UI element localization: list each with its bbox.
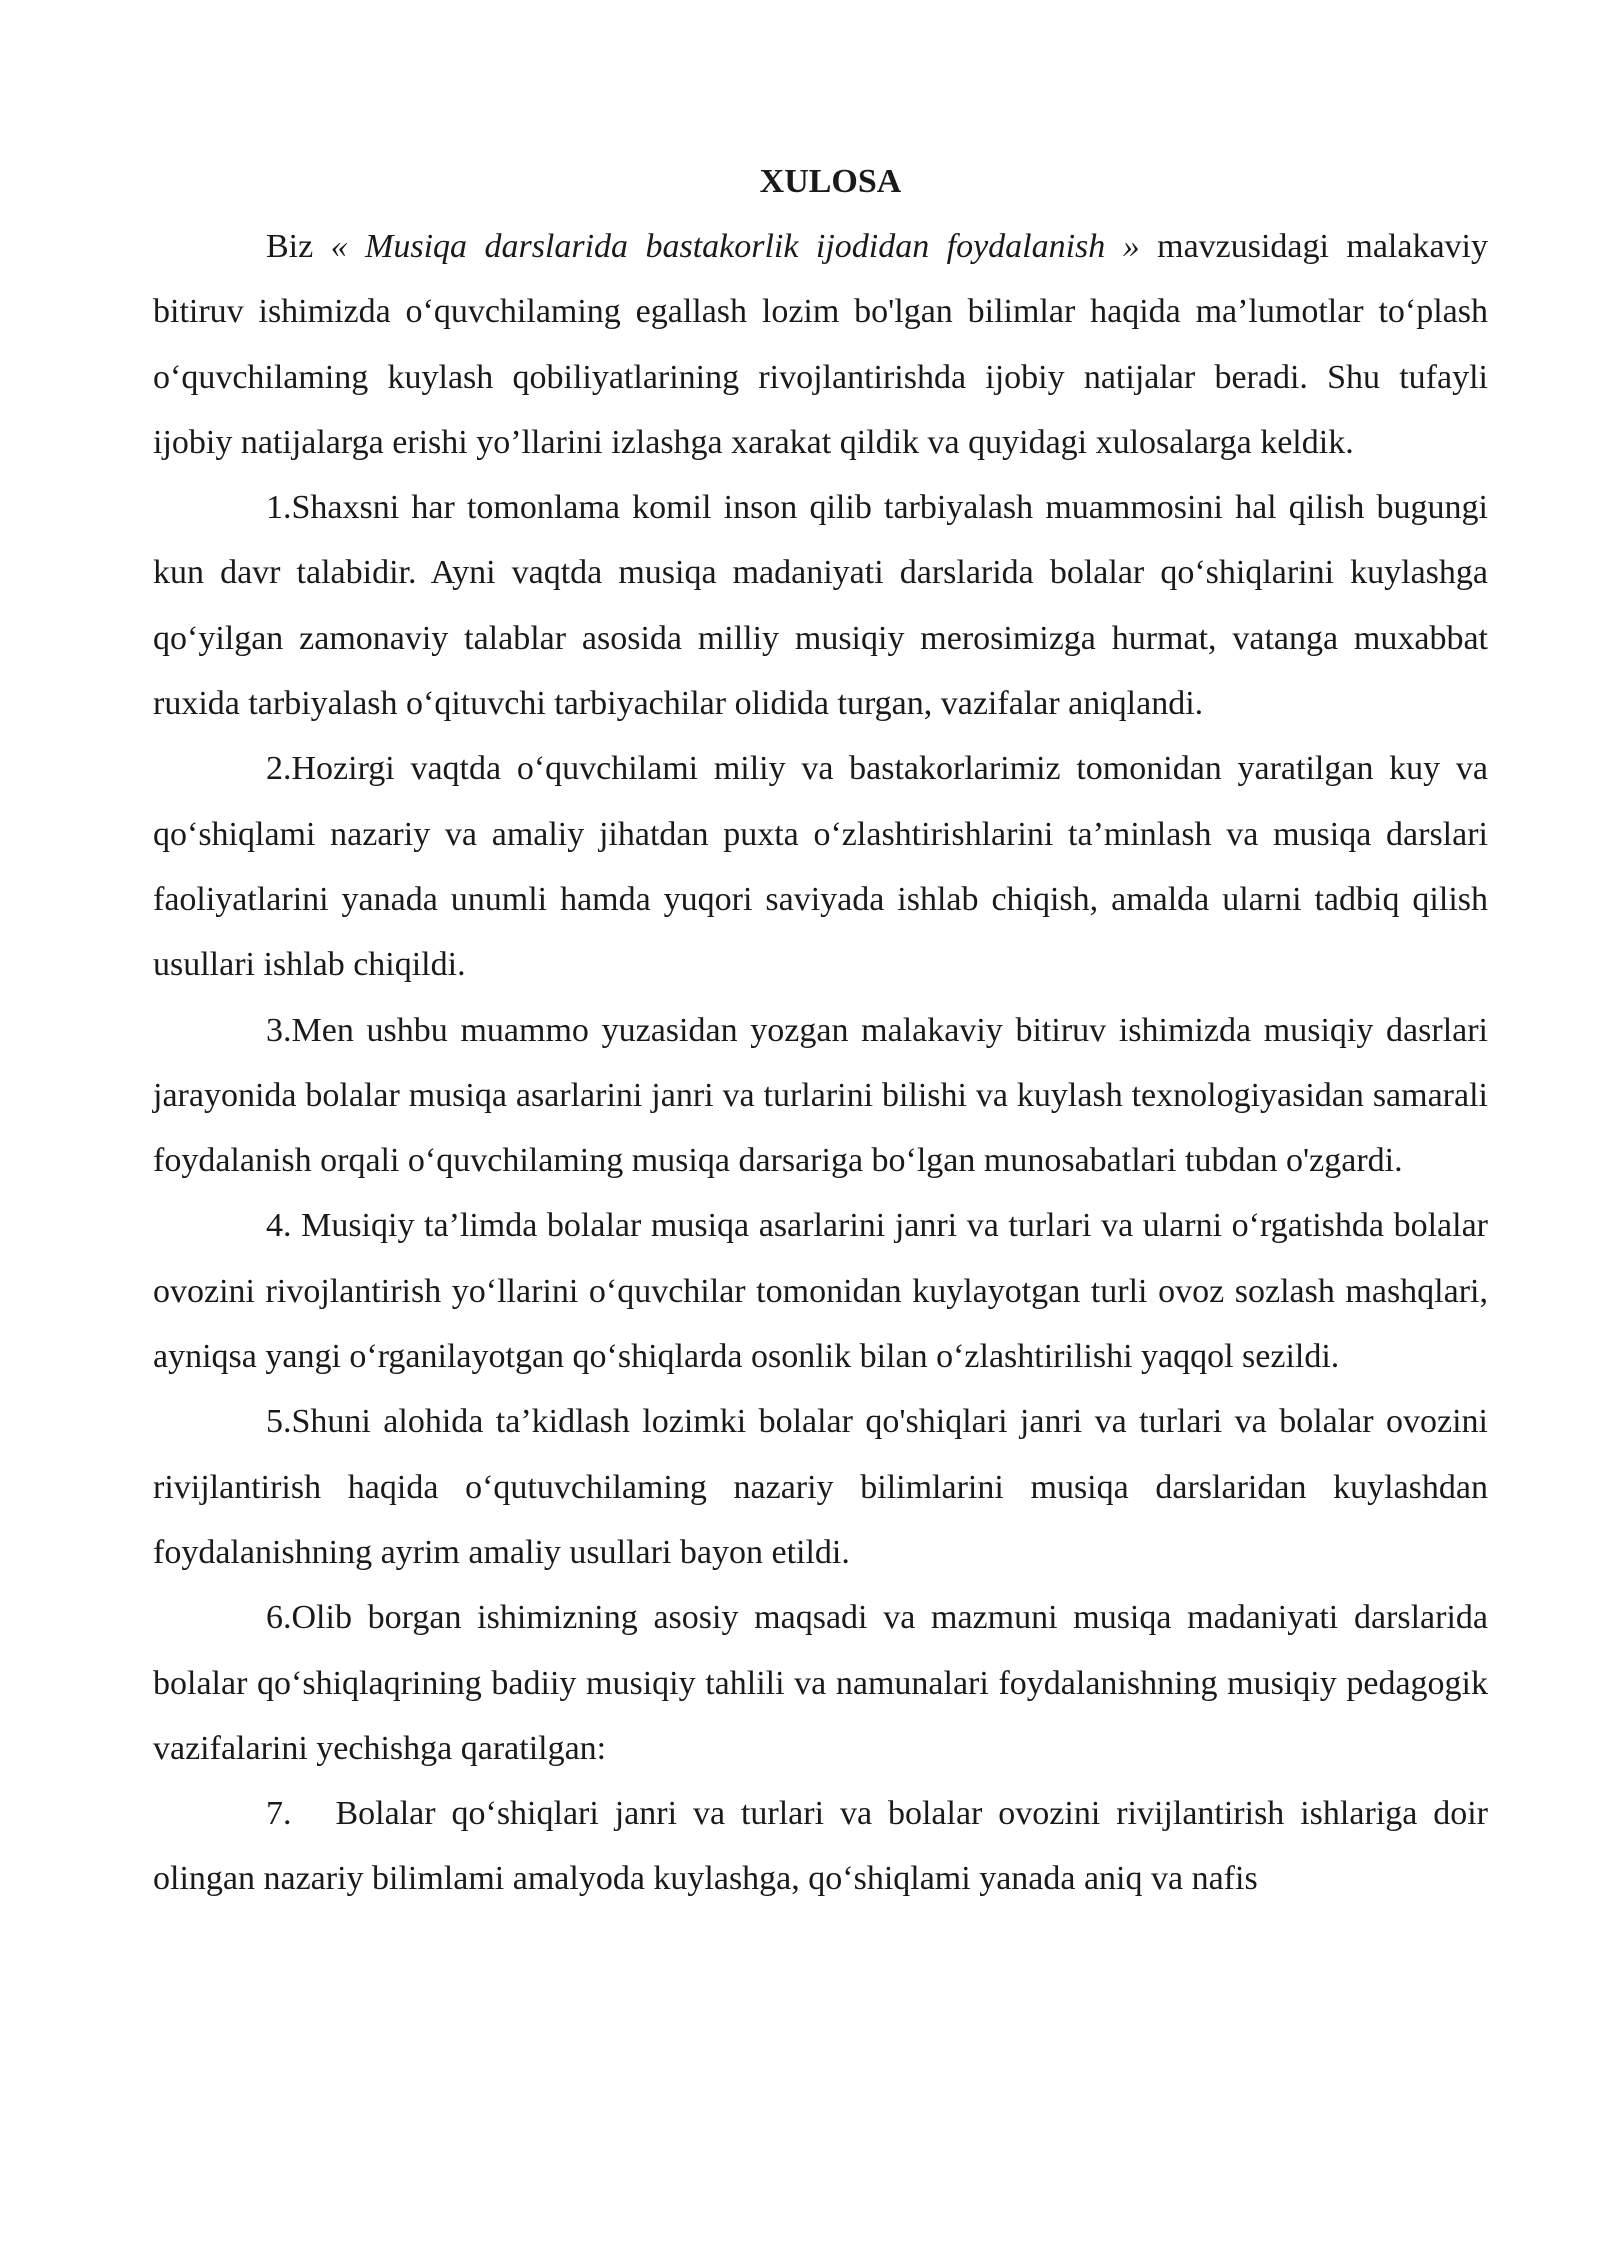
conclusion-point-3: 3.Men ushbu muammo yuzasidan yozgan malakaviy bitiruv ishimizda musiqiy dasrlari jarayonida bolalar musiqa asarlarini janri va turlarini bilishi va kuylash texnologiyasidan samarali foydalanish orqali o‘quvchilaming musiqa darsariga bo‘lgan munosabatlari tubdan o'zgardi. <box>153 1011 1488 1180</box>
point-7-text: Bolalar qo‘shiqlari janri va turlari va bolalar ovozini rivijlantirish ishlariga doir olingan nazariy bilimlami amalyoda kuylashga, qo‘shiqlami yanada aniq va nafis <box>153 1795 1488 1898</box>
conclusion-point-4: 4. Musiqiy ta’limda bolalar musiqa asarlarini janri va turlari va ularni o‘rgatishda bolalar ovozini rivojlantirish yo‘llarini o‘quvchilar tomonidan kuylayotgan turli ovoz sozlash mashqlari, ayniqsa yangi o‘rganilayotgan qo‘shiqlarda osonlik bilan o‘zlashtirilishi yaqqol sezildi. <box>153 1207 1488 1376</box>
point-7-number: 7. <box>266 1795 292 1833</box>
conclusion-point-7 <box>153 1781 1488 1912</box>
intro-rest: mavzusidagi malakaviy bitiruv ishimizda o‘quvchilaming egallash lozim bo'lgan bilimlar haqida ma’lumotlar to‘plash o‘quvchilaming kuylash qobiliyatlarining rivojlantirishda ijobiy natijalar beradi. Shu tufayli ijobiy natijalarga erishi yo’llarini izlashga xarakat qildik va quyidagi xulosalarga keldik. <box>153 228 1488 461</box>
conclusion-point-5: 5.Shuni alohida ta’kidlash lozimki bolalar qo'shiqlari janri va turlari va bolalar ovozini rivijlantirish haqida o‘qutuvchilaming nazariy bilimlarini musiqa darslaridan kuylashdan foydalanishning ayrim amaliy usullari bayon etildi. <box>153 1403 1488 1571</box>
page-title: XULOSA <box>759 163 902 200</box>
document-body <box>153 150 1488 1912</box>
intro-paragraph <box>153 214 1488 475</box>
conclusion-point-6: 6.Olib borgan ishimizning asosiy maqsadi va mazmuni musiqa madaniyati darslarida bolalar qo‘shiqlaqrining badiiy musiqiy tahlili va namunalari foydalanishning musiqiy pedagogik vazifalarini yechishga qaratilgan: <box>153 1599 1488 1767</box>
conclusion-point-1: 1.Shaxsni har tomonlama komil inson qilib tarbiyalash muammosini hal qilish bugungi kun davr talabidir. Ayni vaqtda musiqa madaniyati darslarida bolalar qo‘shiqlarini kuylashga qo‘yilgan zamonaviy talablar asosida milliy musiqiy merosimizga hurmat, vatanga muxabbat ruxida tarbiyalash o‘qituvchi tarbiyachilar olidida turgan, vazifalar aniqlandi. <box>153 489 1488 723</box>
intro-topic: « Musiqa darslarida bastakorlik ijodidan foydalanish » <box>330 228 1140 265</box>
intro-lead: Biz <box>266 228 331 265</box>
conclusion-point-2: 2.Hozirgi vaqtda o‘quvchilami miliy va bastakorlarimiz tomonidan yaratilgan kuy va qo‘shiqlami nazariy va amaliy jihatdan puxta o‘zlashtirishlarini ta’minlash va musiqa darslari faoliyatlarini yanada unumli hamda yuqori saviyada ishlab chiqish, amalda ularni tadbiq qilish usullari ishlab chiqildi. <box>153 750 1488 984</box>
